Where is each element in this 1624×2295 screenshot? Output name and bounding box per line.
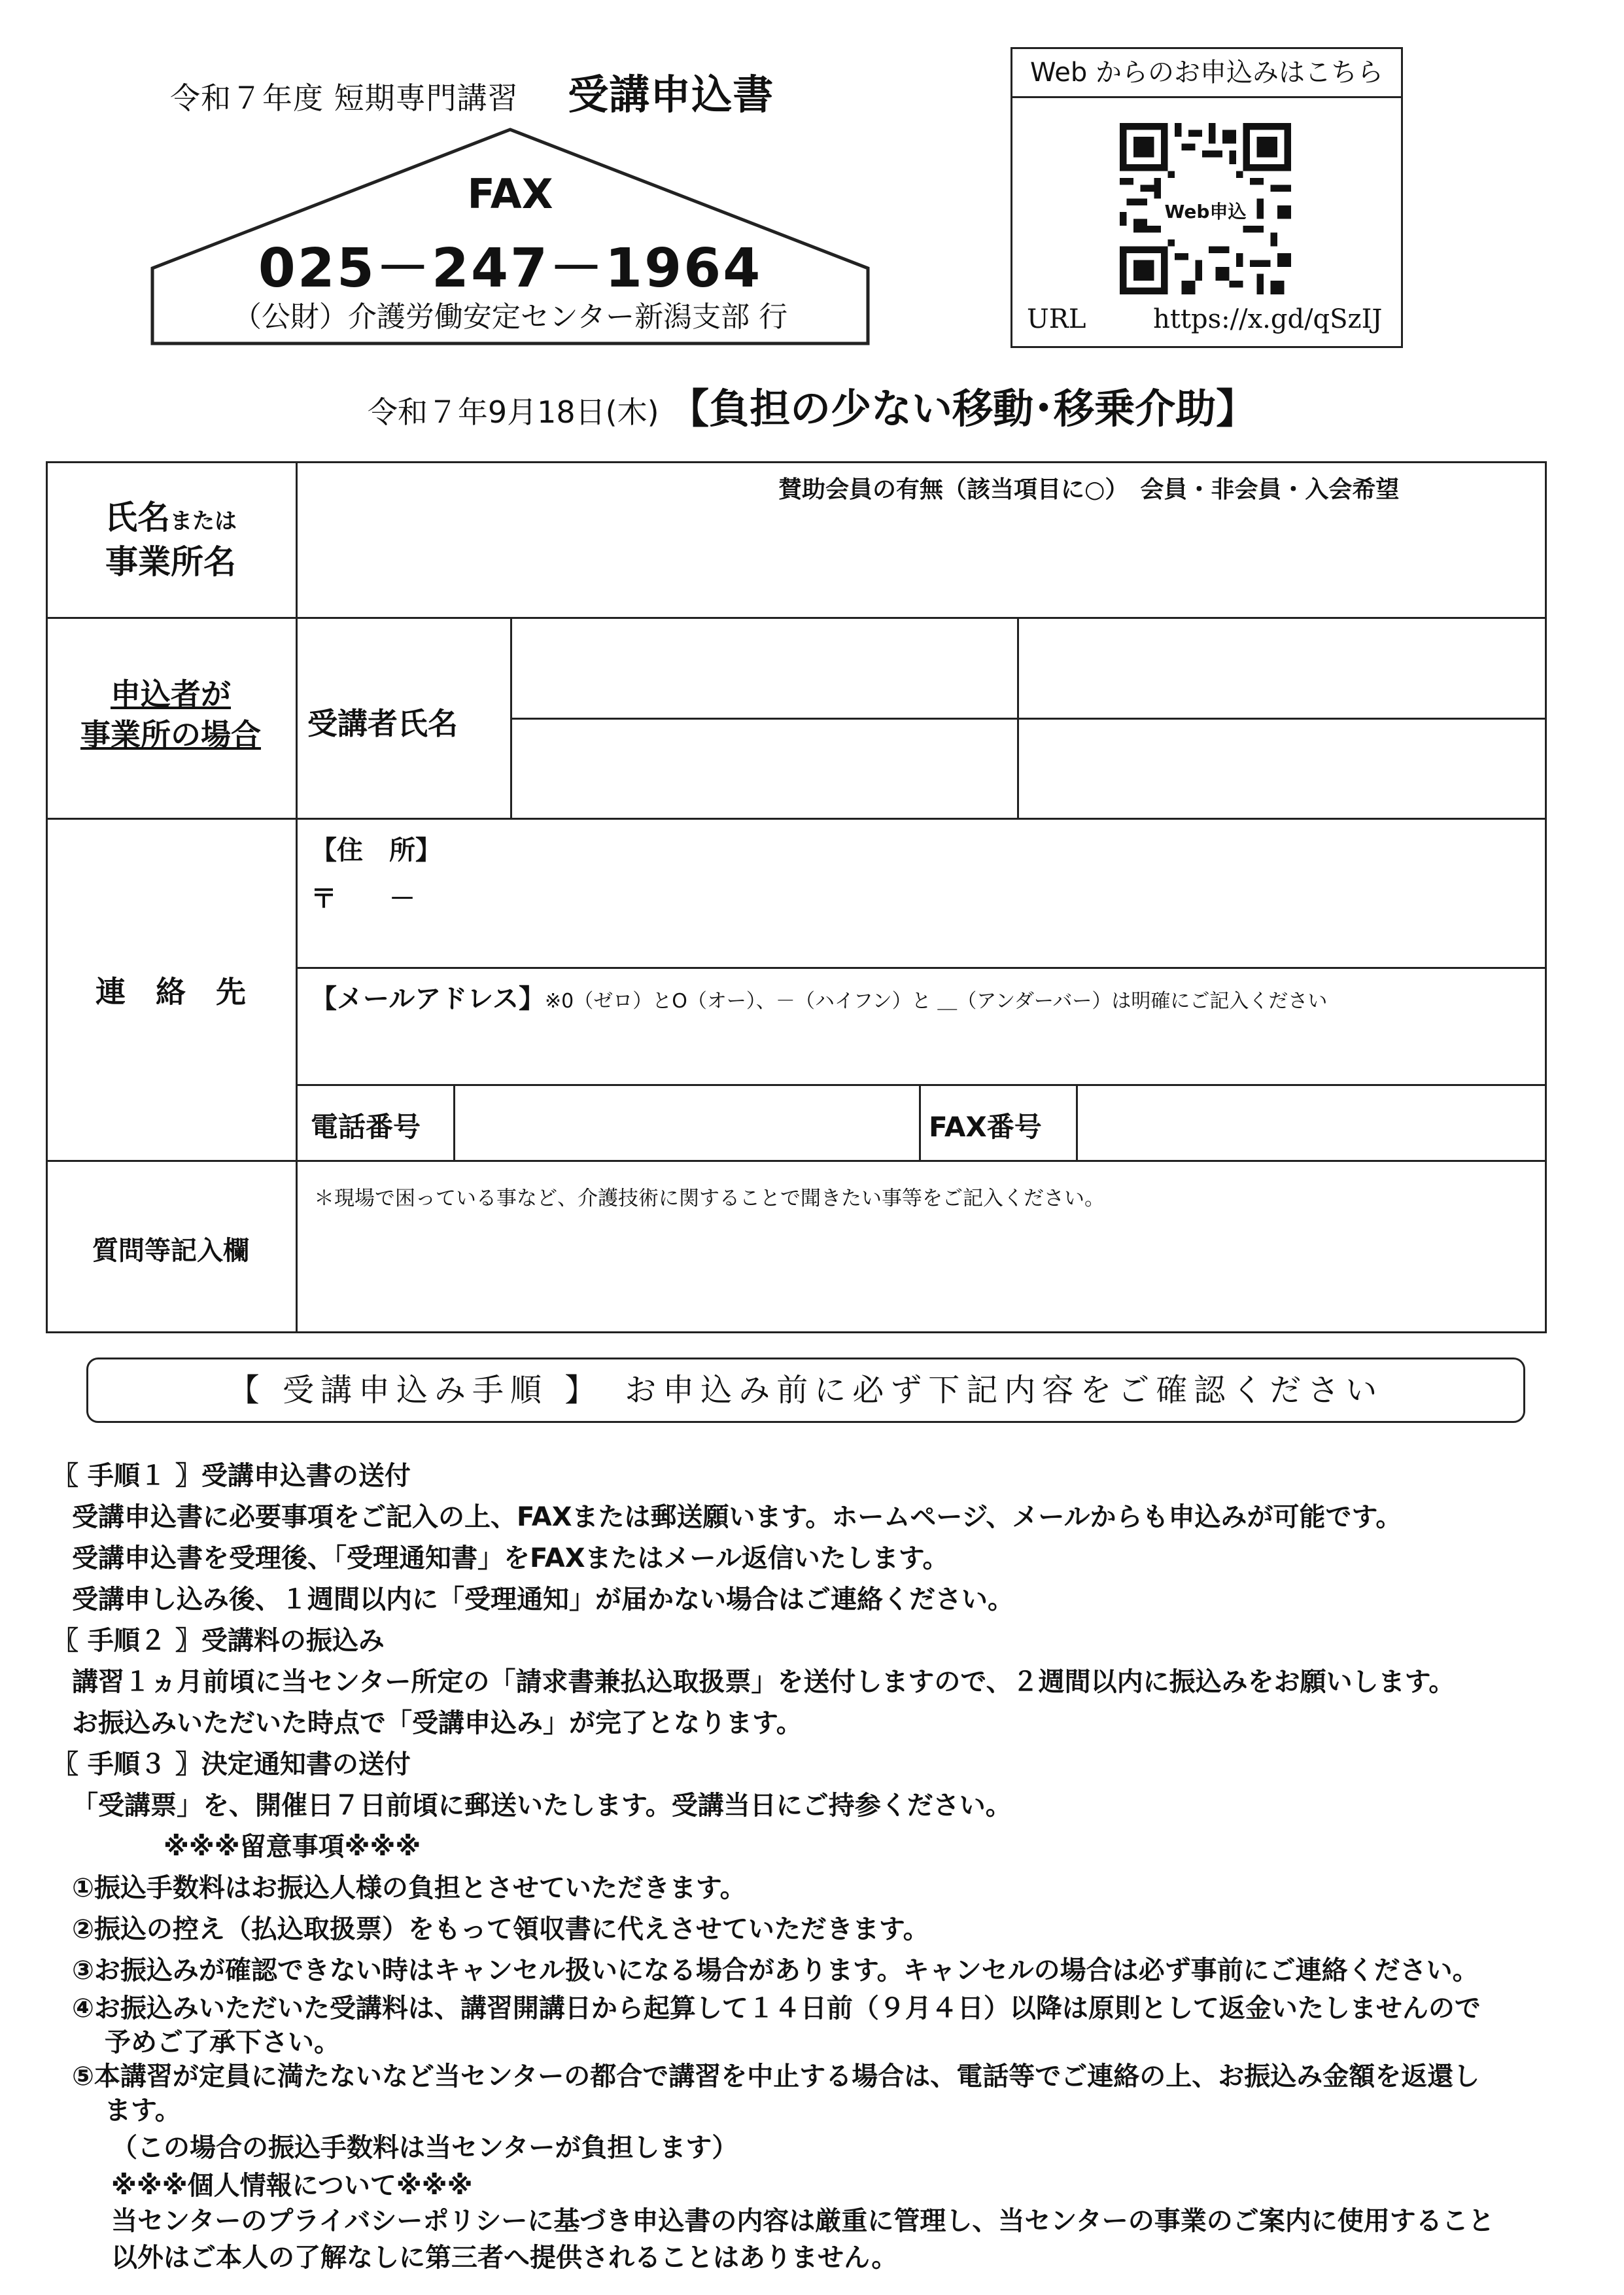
address-label: 【住 所】 [311, 835, 441, 866]
step3-title: 〖 手順３ 〗決定通知書の送付 [52, 1749, 411, 1779]
note-item: ③お振込みが確認できない時はキャンセル扱いになる場合があります。キャンセルの場合は必ず事前にご連絡ください。 [72, 1955, 1479, 1986]
document-header [170, 62, 774, 120]
name-label [46, 497, 296, 582]
membership-text: 賛助会員の有無（該当項目に○） 会員・非会員・入会希望 [778, 476, 1400, 503]
note-item: ②振込の控え（払込取扱票）をもって領収書に代えさせていただきます。 [72, 1914, 929, 1944]
course-date: 令和７年9月18日(木) [367, 394, 659, 430]
step2-line: お振込みいただいた時点で「受講申込み」が完了となります。 [72, 1708, 803, 1738]
step3-line: 「受講票」を、開催日７日前頃に郵送いたします。受講当日にご持参ください。 [72, 1791, 1012, 1821]
application-steps [52, 1456, 1583, 2276]
web-box-title: Web からのお申込みはこちら [1012, 49, 1401, 98]
name-label-small: または [170, 508, 237, 534]
fax-number: 025－247－1964 [258, 237, 763, 300]
notes-title: ※※※留意事項※※※ [164, 1832, 421, 1862]
phone-field[interactable] [457, 1087, 916, 1158]
web-url-line [1027, 304, 1393, 334]
row-separator [46, 1160, 1547, 1162]
fax-destination: （公財）介護労働安定センター新潟支部 行 [232, 300, 788, 334]
privacy-line: 当センターのプライバシーポリシーに基づき申込書の内容は厳重に管理し、当センターの事業のご案内に使用すること [111, 2206, 1494, 2236]
name-label-main: 氏名 [105, 499, 170, 536]
office-name-label: 事業所名 [105, 543, 236, 581]
form-border-right [1545, 461, 1547, 1333]
phone-grid-line [919, 1084, 921, 1161]
qr-label: Web申込 [1164, 201, 1247, 222]
note-item-continued: 予めご了承下さい。 [105, 2027, 340, 2058]
phone-grid-line [1076, 1084, 1078, 1161]
applicant-label-line1: 申込者が [111, 676, 231, 712]
phone-grid-line [453, 1084, 455, 1161]
note-item: ⑤本講習が定員に満たないなど当センターの都合で講習を中止する場合は、電話等でご連絡の上、お振込み金額を返還し [72, 2061, 1480, 2092]
trainee-grid-line [510, 718, 1547, 720]
fax-number-field[interactable] [1080, 1087, 1543, 1158]
header-prefix: 令和７年度 短期専門講習 [170, 80, 519, 116]
row-separator [46, 818, 1547, 820]
applicant-label-line2: 事業所の場合 [80, 717, 261, 752]
step1-line: 受講申込書に必要事項をご記入の上、FAXまたは郵送願います。ホームページ、メールからも申込みが可能です。 [72, 1502, 1402, 1532]
fax-label: FAX [467, 170, 553, 218]
document-title: 受講申込書 [568, 71, 774, 118]
trainee-name-field[interactable] [1021, 721, 1543, 816]
trainee-name-field[interactable] [514, 721, 1014, 816]
note-item: ④お振込みいただいた受講料は、講習開講日から起算して１４日前（９月４日）以降は原則として返金いたしませんので [72, 1993, 1481, 2023]
steps-banner: 【 受講申込み手順 】 お申込み前に必ず下記内容をご確認ください [86, 1358, 1525, 1423]
trainee-name-field[interactable] [514, 620, 1014, 716]
trainee-name-field[interactable] [1021, 620, 1543, 716]
email-label-line [311, 978, 1327, 1015]
course-line [0, 376, 1624, 434]
step2-title: 〖 手順２ 〗受講料の振込み [52, 1626, 385, 1656]
row-separator [46, 617, 1547, 619]
phone-label: 電話番号 [311, 1111, 421, 1143]
course-title: 【負担の少ない移動･移乗介助】 [668, 385, 1257, 432]
privacy-title: ※※※個人情報について※※※ [111, 2171, 473, 2201]
step1-line: 受講申し込み後、１週間以内に「受理通知」が届かない場合はご連絡ください。 [72, 1585, 1014, 1615]
question-label: 質問等記入欄 [92, 1236, 249, 1266]
fax-number-label: FAX番号 [929, 1111, 1042, 1143]
step1-line: 受講申込書を受理後、「受理通知書」をFAXまたはメール返信いたします。 [72, 1543, 949, 1573]
contact-sub-row [296, 1084, 1547, 1086]
label-column-divider [296, 461, 298, 1333]
applicant-label [46, 674, 296, 755]
note-item-continued: （この場合の振込手数料は当センターが負担します） [111, 2133, 738, 2163]
form-border-left [46, 461, 48, 1333]
contact-sub-row [296, 967, 1547, 969]
step1-title: 〖 手順１ 〗受講申込書の送付 [52, 1461, 411, 1491]
question-note: ＊現場で困っている事など、介護技術に関することで聞きたい事等をご記入ください。 [314, 1187, 1105, 1210]
web-url-link[interactable]: https://x.gd/qSzIJ [1153, 304, 1383, 334]
question-field[interactable] [301, 1217, 1542, 1328]
note-item: ①振込手数料はお振込人様の負担とさせていただきます。 [72, 1873, 746, 1903]
url-label: URL [1027, 304, 1086, 334]
form-border-top [46, 461, 1547, 463]
privacy-line: 以外はご本人の了解なしに第三者へ提供されることはありません。 [111, 2243, 898, 2273]
email-note: ※0（ゼロ）とO（オー）、－（ハイフン）と ＿（アンダーバー）は明確にご記入ください [545, 990, 1328, 1013]
form-border-bottom [46, 1331, 1547, 1333]
step2-line: 講習１ヵ月前頃に当センター所定の「請求書兼払込取扱票」を送付しますので、２週間以内に振込みをお願いします。 [72, 1667, 1455, 1697]
address-field[interactable] [406, 877, 1537, 962]
email-label: 【メールアドレス】 [311, 984, 545, 1014]
email-field[interactable] [301, 1021, 1542, 1082]
name-input-area[interactable] [301, 536, 1542, 615]
postal-code-mark: 〒 － [311, 884, 415, 914]
trainee-name-label: 受講者氏名 [307, 706, 458, 741]
note-item-continued: ます。 [105, 2095, 181, 2126]
contact-label: 連 絡 先 [95, 974, 246, 1009]
